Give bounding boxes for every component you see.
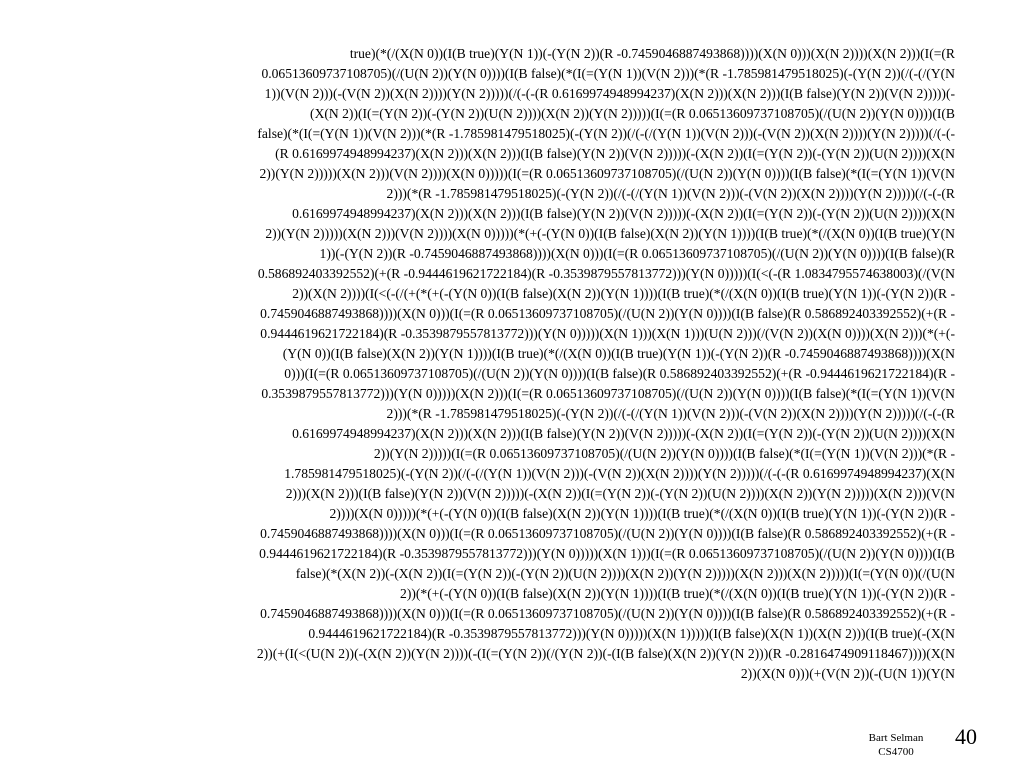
text-line: false)(*(I(=(Y(N 1))(V(N 2)))(*(R -1.785981479518025)(-(Y(N 2))(/(-(/(Y(N 1))(V(N 2)))(-(V(N 2))(X(N 2))))(Y(N 2)))))(/(-(-: [257, 126, 955, 141]
page-number: 40: [955, 724, 977, 749]
text-line: 2))(Y(N 2)))))(I(=(R 0.06513609737108705)(/(U(N 2))(Y(N 0))))(I(B false)(*(I(=(Y(N 1))(V(N 2)))(*(R -: [373, 446, 955, 461]
text-line: 0.06513609737108705)(/(U(N 2))(Y(N 0))))(I(B false)(*(I(=(Y(N 1))(V(N 2)))(*(R -1.785981479518025)(-(Y(N 2))(/(-(/(Y(N: [261, 66, 955, 81]
footer-author-block: [846, 731, 946, 759]
text-line: 1.785981479518025)(-(Y(N 2))(/(-(/(Y(N 1))(V(N 2)))(-(V(N 2))(X(N 2))))(Y(N 2)))))(/(-(-(R 0.6169974948994237)(X(N: [284, 466, 955, 481]
text-line: 2))(Y(N 2)))))(X(N 2)))(V(N 2))))(X(N 0)))))(I(=(R 0.06513609737108705)(/(U(N 2))(Y(N 0))))(I(B false)(*(I(=(Y(N 1))(V(N: [259, 166, 955, 181]
text-line: 0.9444619621722184)(R -0.3539879557813772)))(Y(N 0)))))(X(N 1)))))(I(B false)(X(N 1))(X(N 2)))(I(B true)(-(X(N: [308, 626, 955, 641]
text-line: (R 0.6169974948994237)(X(N 2)))(X(N 2)))(I(B false)(Y(N 2))(V(N 2)))))(-(X(N 2))(I(=(Y(N 2))(-(Y(N 2))(U(N 2))))(X(N: [275, 146, 955, 161]
text-line: 2))))(X(N 0)))))(*(+(-(Y(N 0))(I(B false)(X(N 2))(Y(N 1))))(I(B true)(*(/(X(N 0))(I(B true)(Y(N 1))(-(Y(N 2))(R -: [329, 506, 955, 521]
slide-body-text: [135, 44, 955, 684]
text-line: 2)))(*(R -1.785981479518025)(-(Y(N 2))(/(-(/(Y(N 1))(V(N 2)))(-(V(N 2))(X(N 2))))(Y(N 2)))))(/(-(-(R: [386, 186, 955, 201]
footer-author-name: Bart Selman: [868, 732, 924, 744]
text-line: 0.6169974948994237)(X(N 2)))(X(N 2)))(I(B false)(Y(N 2))(V(N 2)))))(-(X(N 2))(I(=(Y(N 2))(-(Y(N 2))(U(N 2))))(X(N: [292, 426, 955, 441]
text-line: 1))(V(N 2)))(-(V(N 2))(X(N 2))))(Y(N 2)))))(/(-(-(R 0.6169974948994237)(X(N 2)))(X(N 2)))(I(B false)(Y(N 2))(V(N 2)))))(-: [264, 86, 955, 101]
text-line: (X(N 2))(I(=(Y(N 2))(-(Y(N 2))(U(N 2))))(X(N 2))(Y(N 2)))))(I(=(R 0.06513609737108705)(/(U(N 2))(Y(N 0))))(I(B: [310, 106, 955, 121]
text-line: 0.6169974948994237)(X(N 2)))(X(N 2)))(I(B false)(Y(N 2))(V(N 2)))))(-(X(N 2))(I(=(Y(N 2))(-(Y(N 2))(U(N 2))))(X(N: [292, 206, 955, 221]
text-line: 0.3539879557813772)))(Y(N 0)))))(X(N 2)))(I(=(R 0.06513609737108705)(/(U(N 2))(Y(N 0))))(I(B false)(*(I(=(Y(N 1))(V(N: [261, 386, 955, 401]
text-line: 0.586892403392552)(+(R -0.9444619621722184)(R -0.3539879557813772)))(Y(N 0)))))(I(<(-(R 1.0834795574638003)(/(V(N: [257, 266, 955, 281]
text-line: 2)))(*(R -1.785981479518025)(-(Y(N 2))(/(-(/(Y(N 1))(V(N 2)))(-(V(N 2))(X(N 2))))(Y(N 2)))))(/(-(-(R: [386, 406, 955, 421]
text-line: (Y(N 0))(I(B false)(X(N 2))(Y(N 1))))(I(B true)(*(/(X(N 0))(I(B true)(Y(N 1))(-(Y(N 2))(R -0.7459046887493868))))(X(N: [282, 346, 955, 361]
text-line: 1))(-(Y(N 2))(R -0.7459046887493868))))(X(N 0)))(I(=(R 0.06513609737108705)(/(U(N 2))(Y(N 0))))(I(B false)(R: [319, 246, 955, 261]
text-line: 2))(X(N 0)))(+(V(N 2))(-(U(N 1))(Y(N: [740, 666, 955, 681]
text-line: 0.9444619621722184)(R -0.3539879557813772)))(Y(N 0)))))(X(N 1)))(I(=(R 0.06513609737108705)(/(U(N 2))(Y(N 0))))(I(B: [259, 546, 955, 561]
text-line: false)(*(X(N 2))(-(X(N 2))(I(=(Y(N 2))(-(Y(N 2))(U(N 2))))(X(N 2))(Y(N 2)))))(X(N 2)))(X(N 2)))))(I(=(Y(N 0))(/(U(N: [295, 566, 955, 581]
footer-course-code: CS4700: [878, 746, 914, 758]
text-line: true)(*(/(X(N 0))(I(B true)(Y(N 1))(-(Y(N 2))(R -0.7459046887493868))))(X(N 0)))(X(N 2))))(X(N 2)))(I(=(R: [349, 46, 955, 61]
text-line: 0.7459046887493868))))(X(N 0)))(I(=(R 0.06513609737108705)(/(U(N 2))(Y(N 0))))(I(B false)(R 0.586892403392552)(+(R -: [260, 606, 955, 621]
text-line: 0)))(I(=(R 0.06513609737108705)(/(U(N 2))(Y(N 0))))(I(B false)(R 0.586892403392552)(+(R -0.9444619621722184)(R -: [284, 366, 955, 381]
text-line: 2)))(X(N 2)))(I(B false)(Y(N 2))(V(N 2)))))(-(X(N 2))(I(=(Y(N 2))(-(Y(N 2))(U(N 2))))(X(N 2))(Y(N 2)))))(X(N 2)))(V(N: [285, 486, 955, 501]
text-line: 2))(Y(N 2)))))(X(N 2)))(V(N 2))))(X(N 0)))))(*(+(-(Y(N 0))(I(B false)(X(N 2))(Y(N 1))))(I(B true)(*(/(X(N 0))(I(B true)(Y(N: [265, 226, 955, 241]
text-line: 2))(X(N 2))))(I(<(-(/(+(*(+(-(Y(N 0))(I(B false)(X(N 2))(Y(N 1))))(I(B true)(*(/(X(N 0))(I(B true)(Y(N 1))(-(Y(N 2))(R -: [292, 286, 955, 301]
text-line: 2))(*(+(-(Y(N 0))(I(B false)(X(N 2))(Y(N 1))))(I(B true)(*(/(X(N 0))(I(B true)(Y(N 1))(-(Y(N 2))(R -: [400, 586, 955, 601]
text-line: 2))(+(I(<(U(N 2))(-(X(N 2))(Y(N 2))))(-(I(=(Y(N 2))(/(Y(N 2))(-(I(B false)(X(N 2))(Y(N 2)))(R -0.2816474909118467))))(X(N: [256, 646, 955, 661]
text-line: 0.9444619621722184)(R -0.3539879557813772)))(Y(N 0)))))(X(N 1)))(X(N 1)))(U(N 2)))(/(V(N 2))(X(N 0))))(X(N 2)))(*(+(-: [260, 326, 955, 341]
text-line: 0.7459046887493868))))(X(N 0)))(I(=(R 0.06513609737108705)(/(U(N 2))(Y(N 0))))(I(B false)(R 0.586892403392552)(+(R -: [260, 306, 955, 321]
text-line: 0.7459046887493868))))(X(N 0)))(I(=(R 0.06513609737108705)(/(U(N 2))(Y(N 0))))(I(B false)(R 0.586892403392552)(+(R -: [260, 526, 955, 541]
